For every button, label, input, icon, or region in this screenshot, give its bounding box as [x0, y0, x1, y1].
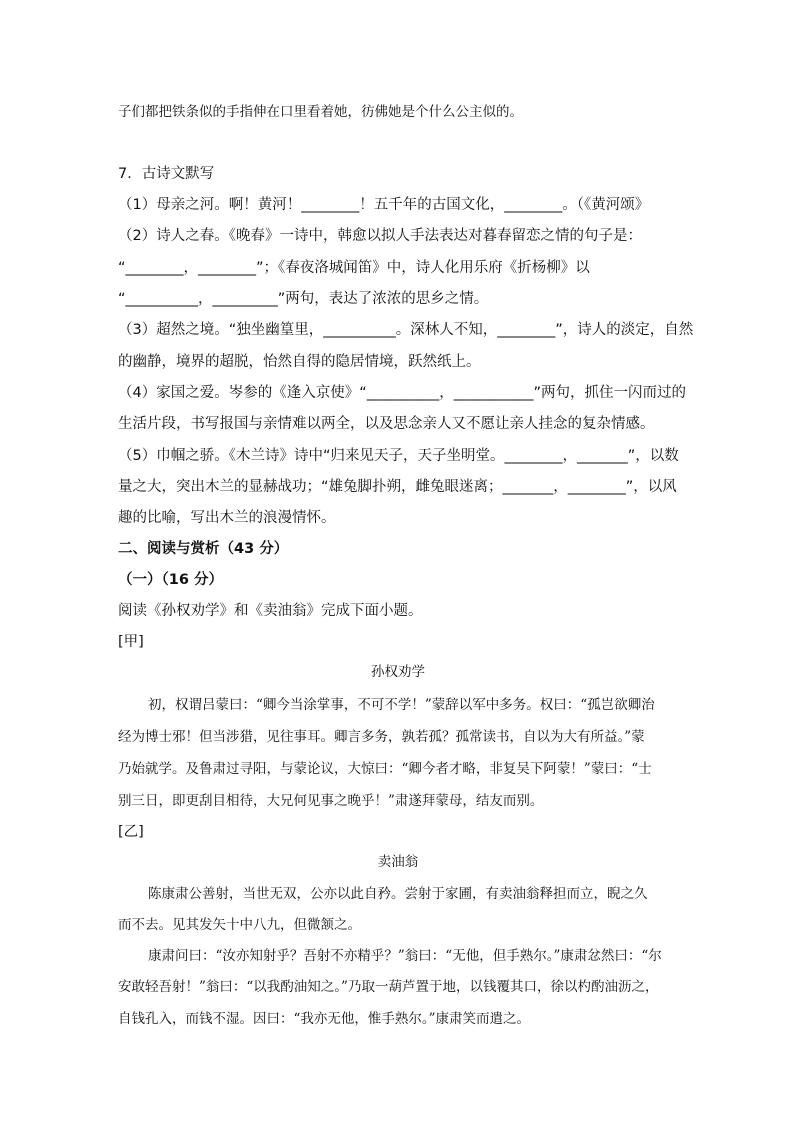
- passage-a-line: 别三日，即更刮目相待，大兄何见事之晚乎！”肃遂拜蒙母，结友而别。: [118, 793, 544, 809]
- q7-line: “__________，_________”两句，表达了浓浓的思乡之情。: [118, 291, 489, 307]
- q7-line: “________，________”；《春夜洛城闻笛》中，诗人化用乐府《折杨柳》以: [118, 260, 590, 276]
- q7-line: （3）超然之境。“独坐幽篁里，__________。深林人不知，________”，诗人的淡定，自然: [118, 322, 694, 338]
- q7-line: （4）家国之爱。岑参的《逢入京使》“__________，___________”两句，抓住一闪而过的: [118, 385, 686, 401]
- passage-a-line: 初，权谓吕蒙曰：“卿今当涂掌事，不可不学！”蒙辞以军中多务。权曰：“孤岂欲卿治: [148, 697, 655, 713]
- passage-b-line: 自钱孔入，而钱不湿。因曰：“我亦无他，惟手熟尔。”康肃笑而遣之。: [118, 1011, 531, 1027]
- passage-b-line: 康肃问曰：“汝亦知射乎？吾射不亦精乎？”翁曰：“无他，但手熟尔。”康肃忿然曰：“尔: [148, 948, 662, 964]
- passage-a-label: [甲]: [118, 634, 144, 650]
- section-heading: 二、阅读与赏析（43 分）: [118, 541, 289, 557]
- q7-line: （1）母亲之河。啊！黄河！________！五千年的古国文化，________。（《黄河颂》: [118, 197, 650, 213]
- passage-a-line: 乃始就学。及鲁肃过寻阳，与蒙论议，大惊曰：“卿今者才略，非复吴下阿蒙！”蒙曰：“士: [118, 761, 652, 777]
- passage-b-line: 安敢轻吾射！”翁曰：“以我酌油知之。”乃取一葫芦置于地，以钱覆其口，徐以杓酌油沥之，: [118, 979, 659, 995]
- continuation-text: 子们都把铁条似的手指伸在口里看着她，彷佛她是个什么公主似的。: [118, 104, 523, 120]
- q7-line: （5）巾帼之骄。《木兰诗》诗中“归来见天子，天子坐明堂。________，_______”，以数: [118, 448, 679, 464]
- passage-a-line: 经为博士邪！但当涉猎，见往事耳。卿言多务，孰若孤？孤常读书，自以为大有所益。”蒙: [118, 729, 645, 745]
- passage-a-title: 孙权劝学: [371, 664, 425, 680]
- q7-line: 趣的比喻，写出木兰的浪漫情怀。: [118, 510, 336, 526]
- passage-b-line: 而不去。见其发矢十中八九，但微颔之。: [118, 917, 361, 933]
- q7-line: 的幽静，境界的超脱，怡然自得的隐居情境，跃然纸上。: [118, 354, 481, 370]
- q7-line: 量之大，突出木兰的显赫战功；“雄兔脚扑朔，雌兔眼迷离；_______，________”，以风: [118, 479, 677, 495]
- passage-b-label: [乙]: [118, 824, 144, 840]
- q7-line: （2）诗人之春。《晚春》一诗中，韩愈以拟人手法表达对暮春留恋之情的句子是：: [118, 228, 642, 244]
- q7-line: 生活片段，书写报国与亲情难以两全，以及思念亲人又不愿让亲人挂念的复杂情感。: [118, 416, 655, 432]
- q7-title: 7．古诗文默写: [118, 166, 215, 182]
- passage-b-title: 卖油翁: [377, 854, 419, 870]
- sub-heading: （一）（16 分）: [118, 572, 223, 588]
- passage-b-line: 陈康肃公善射，当世无双，公亦以此自矜。尝射于家圃，有卖油翁释担而立，睨之久: [148, 886, 648, 902]
- reading-instruction: 阅读《孙权劝学》和《卖油翁》完成下面小题。: [118, 603, 423, 619]
